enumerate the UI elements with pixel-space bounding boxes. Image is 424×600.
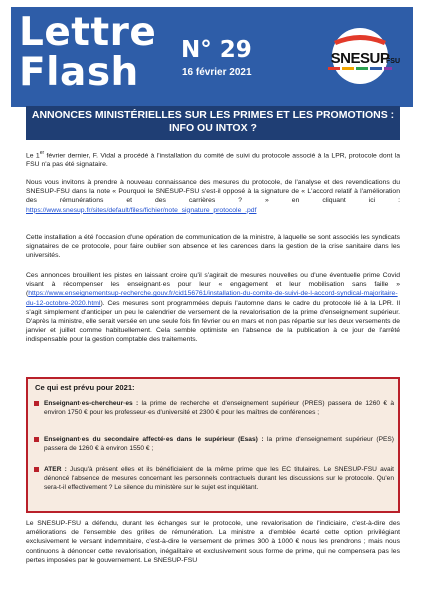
svg-text:FSU: FSU <box>386 58 400 65</box>
newsletter-header <box>11 7 413 107</box>
issue-date: 16 février 2021 <box>182 67 252 78</box>
box-item-teacher-researchers <box>44 399 394 417</box>
issue-number: N° 29 <box>181 37 252 63</box>
snesup-fsu-logo <box>316 27 404 85</box>
box-item-text: la prime de recherche et d'enseignement supérieur (PRES) passera de 1260 € à environ 1750 € pour les professeur·es d'université et 2300 € pour les maîtres de conférences ; <box>44 400 394 416</box>
planned-2021-box <box>26 377 400 513</box>
svg-text:SNESUP: SNESUP <box>330 50 390 67</box>
square-bullet-icon <box>34 467 39 472</box>
paragraph-note <box>26 178 400 215</box>
box-item-text: Jusqu'à présent elles et ils bénéficiaient de la même prime que les EC titulaires. Le SNESUP-FSU avait dénoncé l'absence de mesures concernant les personnels contractuels durant les discussions sur le protocole. Qu'en sera-t-il effectivement ? Le silence du ministère sur le sujet est inquiétant. <box>44 466 394 491</box>
box-item-esas <box>44 435 394 453</box>
ministry-link[interactable]: https://www.enseignementsup-recherche.gouv.fr/cid156761/installation-du-comite-de-suivi-de-l-accord-syndical-majoritaire-du-12-octobre-2020.html <box>26 290 398 307</box>
box-item-ater <box>44 465 394 492</box>
box-item-label: Enseignant·es du secondaire affecté·es dans le supérieur (Esas) : <box>44 436 264 443</box>
paragraph-intro-start: Le 1 <box>26 152 40 160</box>
paragraph-announcements-start: Ces annonces brouillent les pistes en laissant croire qu'il s'agirait de mesures nouvelles ou d'une éventuelle prime Covid visant à récompenser les enseignant·es pour leur « engagement et leur mobilisation sans faille » ( <box>26 272 400 298</box>
paragraph-note-text: Nous vous invitons à prendre à nouveau connaissance des mesures du protocole, de l'analyse et des revendications du SNESUP-FSU dans la note « Pourquoi le SNESUP-FSU s'est-il opposé à la signature de « L'accord relatif à l'amélioration des rémunérations et des carrières ? » en cliquant ici : <box>26 179 400 205</box>
note-pdf-link[interactable]: https://www.snesup.fr/sites/default/files/fichier/note_signature_protocole_.pdf <box>26 206 257 214</box>
paragraph-announcements-rest: ). Ces mesures sont programmées depuis l'automne dans le cadre du protocole lié à la LPR. Il s'agit simplement d'anticiper un peu le calendrier de versement de la revalorisation de la prime d'enseignement supérieur. D'après la ministre, elle serait versée en une seule fois fin février ou en mars et non pas répartie sur les deux versements de janvier et juillet comme habituellement. Cela semble optimiste en l'absence de la publication à ce jour de l'arrêté indispensable pour la gestion comptable des traitements. <box>26 299 400 344</box>
brand-line-2: Flash <box>19 50 139 95</box>
paragraph-intro-rest: février dernier, F. Vidal a procédé à l'installation du comité de suivi du protocole associé à la LPR, protocole dont la FSU n'a pas été signataire. <box>26 152 401 169</box>
headline-line-1: ANNONCES MINISTÉRIELLES SUR LES PRIMES ET LES PROMOTIONS : <box>31 109 395 121</box>
box-item-label: ATER : <box>44 466 67 473</box>
box-title: Ce qui est prévu pour 2021: <box>35 383 135 392</box>
paragraph-intro <box>26 149 400 170</box>
box-item-text: la prime d'enseignement supérieur (PES) passera de 1260 € à environ 1550 € ; <box>44 436 394 452</box>
headline-line-2: INFO OU INTOX ? <box>169 122 257 134</box>
paragraph-communication: Cette installation a été l'occasion d'une opération de communication de la ministre, à laquelle se sont associés les syndicats signataires de ce protocole, pour faire oublier son absence et les carences dans la gestion de la crise sanitaire dans les universités. <box>26 234 400 260</box>
box-item-label: Enseignant·es-chercheur·es : <box>44 400 139 407</box>
superscript-er: er <box>39 150 45 156</box>
headline-banner <box>26 106 400 140</box>
square-bullet-icon <box>34 401 39 406</box>
paragraph-announcements <box>26 271 400 345</box>
brand-line-1: Lettre <box>19 10 157 55</box>
square-bullet-icon <box>34 437 39 442</box>
paragraph-indiciaire: Le SNESUP-FSU a défendu, durant les échanges sur le protocole, une revalorisation de l'indiciaire, c'est-à-dire des améliorations de l'ensemble des grilles de rémunération. La ministre a d'emblée écarté cette option privilégiant exclusivement le versant indemnitaire, c'est-à-dire le versement de primes 300 à 1000 € nous les prendrons ; mais nous continuons à dénoncer cette revalorisation, inégalitaire et exclusivement sous forme de prime, qui ne compensera pas les pertes imposées par le gouvernement. Le SNESUP-FSU <box>26 520 400 564</box>
